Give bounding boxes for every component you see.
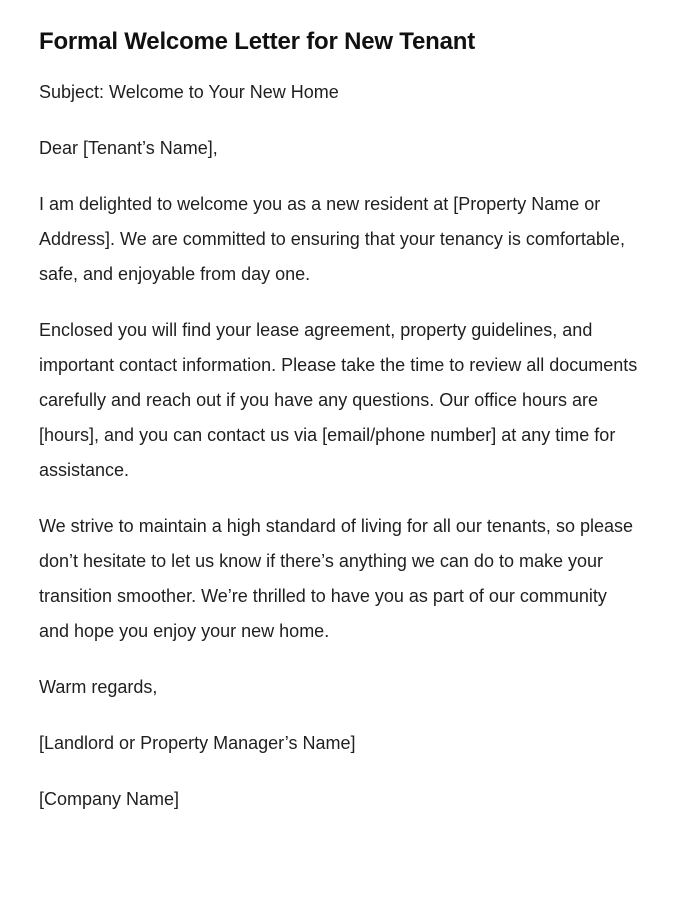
body-paragraph-2: Enclosed you will find your lease agreement, property guidelines, and important contact information. Please take the time to review all documents carefully and reach out if you have any questions. Our office hours are [hours], and you can contact us via [email/phone number] at any time for assistance. xyxy=(39,320,638,480)
closing-line: Warm regards, xyxy=(39,677,158,697)
page-title: Formal Welcome Letter for New Tenant xyxy=(39,28,475,55)
salutation: Dear [Tenant’s Name], xyxy=(39,138,218,158)
body-paragraph-3: We strive to maintain a high standard of living for all our tenants, so please don’t hesitate to let us know if there’s anything we can do to make your transition smoother. We’re thrilled to have you as part of our community and hope you enjoy your new home. xyxy=(39,516,633,641)
signature-name: [Landlord or Property Manager’s Name] xyxy=(39,733,356,753)
subject-line: Subject: Welcome to Your New Home xyxy=(39,82,339,102)
signature-company: [Company Name] xyxy=(39,789,180,809)
body-paragraph-1: I am delighted to welcome you as a new resident at [Property Name or Address]. We are committed to ensuring that your tenancy is comfortable, safe, and enjoyable from day one. xyxy=(39,194,625,284)
